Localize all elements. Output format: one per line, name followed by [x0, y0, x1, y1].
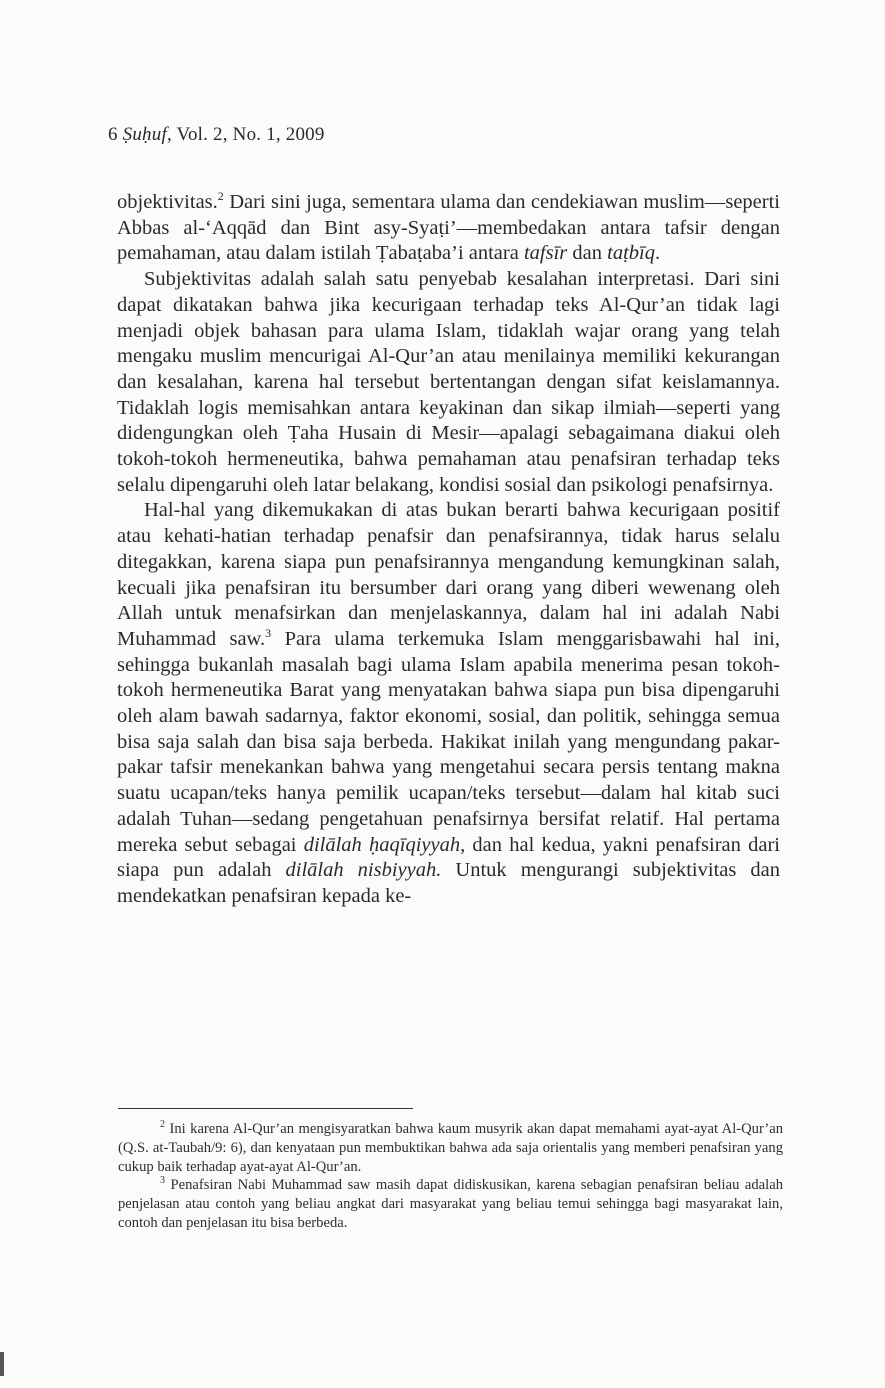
text-run: Para ulama terkemuka Islam menggarisbawahi hal ini, sehingga bukanlah masalah bagi ulama Islam apabila menerima pesan tokoh-tokoh hermeneutika Barat yang menyatakan bahwa siapa pun bisa dipengaruhi oleh alam bawah sadarnya, faktor ekonomi, sosial, dan politik, sehingga semua bisa saja salah dan bisa saja berbeda. Hakikat inilah yang mengundang pakar-pakar tafsir menekankan bahwa yang mengetahui secara persis tentang makna suatu ucapan/teks hanya pemilik ucapan/teks tersebut—dalam hal kitab suci adalah Tuhan—sedang pengetahuan penafsirnya bersifat relatif. Hal pertama mereka sebut sebagai — [117, 627, 780, 856]
text-run: Hal-hal yang dikemukakan di atas bukan berarti bahwa kecurigaan positif atau kehati-hatian terhadap penafsir dan penafsirannya, tidak harus selalu ditegakkan, karena siapa pun penafsirannya mengandung kemungkinan salah, kecuali jika penafsiran itu bersumber dari orang yang diberi wewenang oleh Allah untuk menafsirkan dan menjelaskannya, dalam hal ini adalah Nabi Muhammad saw. — [117, 499, 780, 650]
paragraph — [117, 267, 780, 498]
footnote-separator — [118, 1108, 413, 1109]
text-run: dan — [567, 242, 608, 265]
paragraph — [117, 498, 780, 909]
footnote — [118, 1120, 783, 1176]
footnote-text: Ini karena Al-Qur’an mengisyaratkan bahwa kaum musyrik akan dapat memahami ayat-ayat Al-Qur’an (Q.S. at-Taubah/9: 6), dan kenyataan pun membuktikan bahwa ada saja orientalis yang memberi penafsiran yang cukup baik terhadap ayat-ayat Al-Qur’an. — [118, 1121, 783, 1175]
scan-margin-mark — [0, 1352, 4, 1376]
italic-term: taṭbīq — [607, 242, 655, 265]
footnote-marker: 2 — [160, 1119, 165, 1130]
text-run: dan hal kedua, yakni penafsiran dari siapa pun adalah — [117, 833, 780, 882]
footnote-reference: 2 — [217, 189, 224, 203]
italic-term: dilālah ḥaqīqiyyah, — [303, 833, 466, 856]
text-run: . — [654, 242, 661, 265]
main-body-text — [117, 190, 780, 910]
text-run: Dari sini juga, sementara ulama dan cendekiawan muslim—seperti Abbas al-‘Aqqād dan Bint asy-Syaṭi’—membedakan antara tafsir dengan pemahaman, atau dalam istilah Ṭabaṭaba’i antara — [117, 191, 780, 265]
text-run: Subjektivitas adalah salah satu penyebab kesalahan interpretasi. Dari sini dapat dikatakan bahwa jika kecurigaan terhadap teks Al-Qur’an tidak lagi menjadi objek bahasan para ulama Islam, tidaklah wajar orang yang telah mengaku muslim mencurigai Al-Qur’an atau menilainya memiliki kekurangan dan kesalahan, karena hal tersebut bertentangan dengan sifat keislamannya. Tidaklah logis memisahkan antara keyakinan dan sikap ilmiah—seperti yang didengungkan oleh Ṭaha Husain di Mesir—apalagi sebagaimana diakui oleh tokoh-tokoh hermeneutika, bahwa pemahaman atau penafsiran terhadap teks selalu dipengaruhi oleh latar belakang, kondisi sosial dan psikologi penafsirnya. — [117, 268, 780, 496]
footnote-marker: 3 — [160, 1175, 165, 1187]
footnote — [118, 1176, 783, 1232]
italic-term: dilālah nisbiyyah. — [285, 859, 442, 882]
page-number: 6 — [108, 124, 118, 145]
paragraph — [117, 190, 780, 267]
italic-term: tafsīr — [523, 242, 568, 265]
text-run: objektivitas. — [117, 191, 218, 213]
journal-title: Ṣuḥuf — [122, 124, 167, 145]
journal-volume: , Vol. 2, No. 1, 2009 — [166, 124, 325, 145]
running-header — [108, 124, 325, 146]
footnote-text: Penafsiran Nabi Muhammad saw masih dapat didiskusikan, karena sebagian penafsiran beliau adalah penjelasan atau contoh yang beliau angkat dari masyarakat yang beliau temui sehingga bagi masyarakat lain, contoh dan penjelasan itu bisa berbeda. — [118, 1177, 783, 1231]
text-run: Untuk mengurangi subjektivitas dan mendekatkan penafsiran kepada ke- — [117, 859, 780, 907]
footnote-reference: 3 — [265, 625, 272, 640]
footnotes — [118, 1120, 783, 1233]
